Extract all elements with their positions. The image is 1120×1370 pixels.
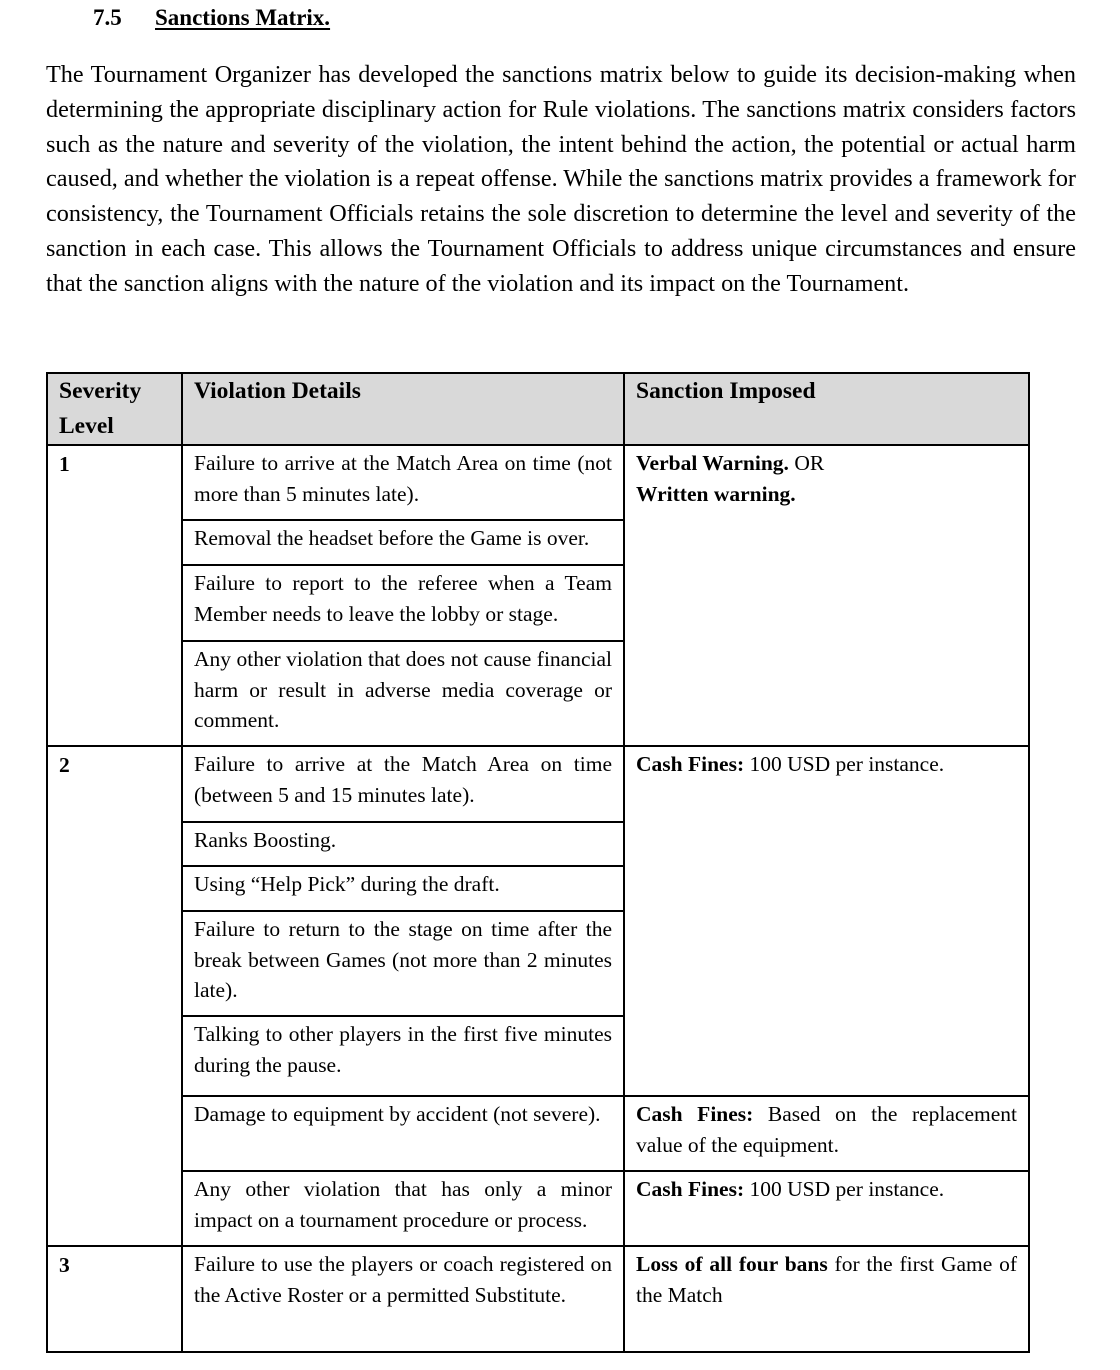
violation-detail-cell: Any other violation that does not cause financial harm or result in adverse media coverage or comment. (182, 641, 624, 746)
sanction-text: 100 USD per instance. (744, 1177, 945, 1201)
violation-detail-cell: Failure to return to the stage on time after the break between Games (not more than 2 minutes late). (182, 911, 624, 1016)
sanction-bold: Cash Fines: (636, 1102, 754, 1126)
violation-detail-cell: Talking to other players in the first five minutes during the pause. (182, 1016, 624, 1096)
table-row (47, 746, 1029, 822)
violation-detail-cell: Removal the headset before the Game is over. (182, 520, 624, 565)
sanction-bold: Cash Fines: (636, 752, 745, 776)
sanction-cell (624, 1246, 1029, 1352)
sanctions-matrix-table (46, 372, 1030, 1353)
sanction-text: 100 USD per instance. (744, 752, 945, 776)
section-title: Sanctions Matrix. (155, 5, 331, 30)
table-row (47, 445, 1029, 520)
severity-level-cell: 2 (47, 746, 182, 1246)
sanction-cell (624, 746, 1029, 1096)
violation-detail-cell: Using “Help Pick” during the draft. (182, 866, 624, 911)
severity-level-cell: 3 (47, 1246, 182, 1352)
sanction-bold: Verbal Warning. (636, 451, 789, 475)
section-number: 7.5 (93, 5, 122, 30)
severity-level-cell: 1 (47, 445, 182, 746)
sanction-cell (624, 1096, 1029, 1171)
section-heading (93, 2, 330, 34)
violation-detail-cell: Damage to equipment by accident (not severe). (182, 1096, 624, 1171)
table-row (47, 1096, 1029, 1171)
violation-detail-cell: Any other violation that has only a minor impact on a tournament procedure or process. (182, 1171, 624, 1246)
sanction-text: OR (788, 451, 825, 475)
sanction-bold: Written warning. (636, 481, 796, 506)
table-row (47, 1246, 1029, 1352)
violation-detail-cell: Ranks Boosting. (182, 822, 624, 866)
header-severity-level: Severity Level (47, 373, 182, 445)
header-violation-details: Violation Details (182, 373, 624, 445)
sanction-bold: Loss of all four bans (636, 1252, 828, 1276)
violation-detail-cell: Failure to report to the referee when a Team Member needs to leave the lobby or stage. (182, 565, 624, 641)
sanction-text: Based on the replacement value of the equipment. (636, 1102, 1018, 1157)
violation-detail-cell: Failure to arrive at the Match Area on time (not more than 5 minutes late). (182, 445, 624, 520)
header-sanction-imposed: Sanction Imposed (624, 373, 1029, 445)
violation-detail-cell: Failure to use the players or coach registered on the Active Roster or a permitted Substitute. (182, 1246, 624, 1352)
sanction-cell (624, 445, 1029, 746)
intro-paragraph: The Tournament Organizer has developed the sanctions matrix below to guide its decision-making when determining the appropriate disciplinary action for Rule violations. The sanctions matrix considers factors such as the nature and severity of the violation, the intent behind the action, the potential or actual harm caused, and whether the violation is a repeat offense. While the sanctions matrix provides a framework for consistency, the Tournament Officials retains the sole discretion to determine the level and severity of the sanction in each case. This allows the Tournament Officials to address unique circumstances and ensure that the sanction aligns with the nature of the violation and its impact on the Tournament. (46, 61, 1076, 297)
violation-detail-cell: Failure to arrive at the Match Area on time (between 5 and 15 minutes late). (182, 746, 624, 822)
sanction-cell (624, 1171, 1029, 1246)
sanction-bold: Cash Fines: (636, 1177, 745, 1201)
table-row (47, 1171, 1029, 1246)
sanction-text: for the first Game of the Match (636, 1252, 1018, 1307)
table-header-row (47, 373, 1029, 445)
